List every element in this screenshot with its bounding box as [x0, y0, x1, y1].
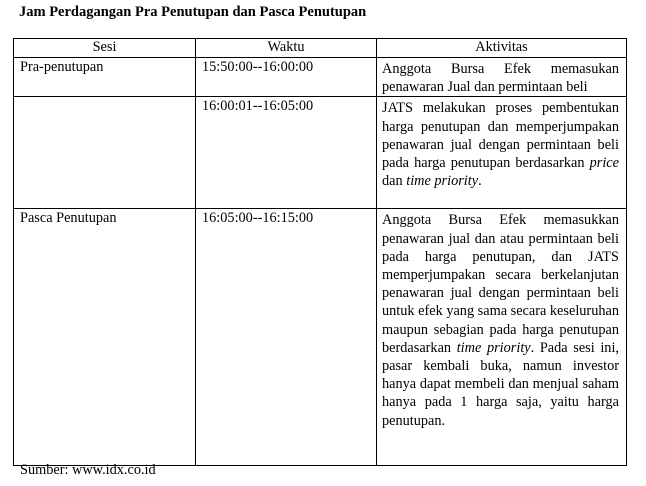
activity-text: Anggota Bursa Efek memasukkan penawaran jual dan atau permintaan beli pada harga penutupan, dan JATS memperjumpakan secara berkelanjutan penawaran jual dengan permintaan beli untuk efek yang sama secara keseluruhan maupun sebagian pada harga penutupan berdasarkan [382, 212, 619, 356]
table-title: Jam Perdagangan Pra Penutupan dan Pasca Penutupan [19, 4, 367, 20]
activity-text: dan [382, 173, 407, 190]
table-header-row [14, 39, 627, 58]
table-row [14, 97, 627, 209]
activity-text: . [478, 173, 482, 190]
table-row [14, 209, 627, 466]
activity-text: JATS melakukan proses pembentukan harga penutupan dan memperjumpakan penawaran jual dengan permintaan beli pada harga penutupan berdasarkan [382, 100, 619, 172]
activity-cell [377, 97, 627, 209]
time-cell: 15:50:00--16:00:00 [196, 58, 377, 97]
session-cell [14, 97, 196, 209]
activity-emphasis: price [589, 155, 619, 172]
time-cell: 16:05:00--16:15:00 [196, 209, 377, 466]
activity-emphasis: time priority [406, 173, 479, 190]
column-header-time: Waktu [196, 39, 377, 58]
activity-cell [377, 209, 627, 466]
activity-cell: Anggota Bursa Efek memasukan penawaran Jual dan permintaan beli [377, 58, 627, 97]
session-cell: Pasca Penutupan [14, 209, 196, 466]
activity-text: . Pada sesi ini, pasar kembali buka, namun investor hanya dapat membeli dan menjual saham hanya pada 1 harga saja, yaitu harga penutupan. [382, 339, 620, 429]
column-header-activity: Aktivitas [377, 39, 627, 58]
column-header-session: Sesi [14, 39, 196, 58]
time-cell: 16:00:01--16:05:00 [196, 97, 377, 209]
trading-hours-table [13, 38, 627, 466]
source-note: Sumber: www.idx.co.id [20, 462, 156, 478]
session-cell: Pra-penutupan [14, 58, 196, 97]
activity-emphasis: time priority [456, 339, 531, 356]
table-row [14, 58, 627, 97]
